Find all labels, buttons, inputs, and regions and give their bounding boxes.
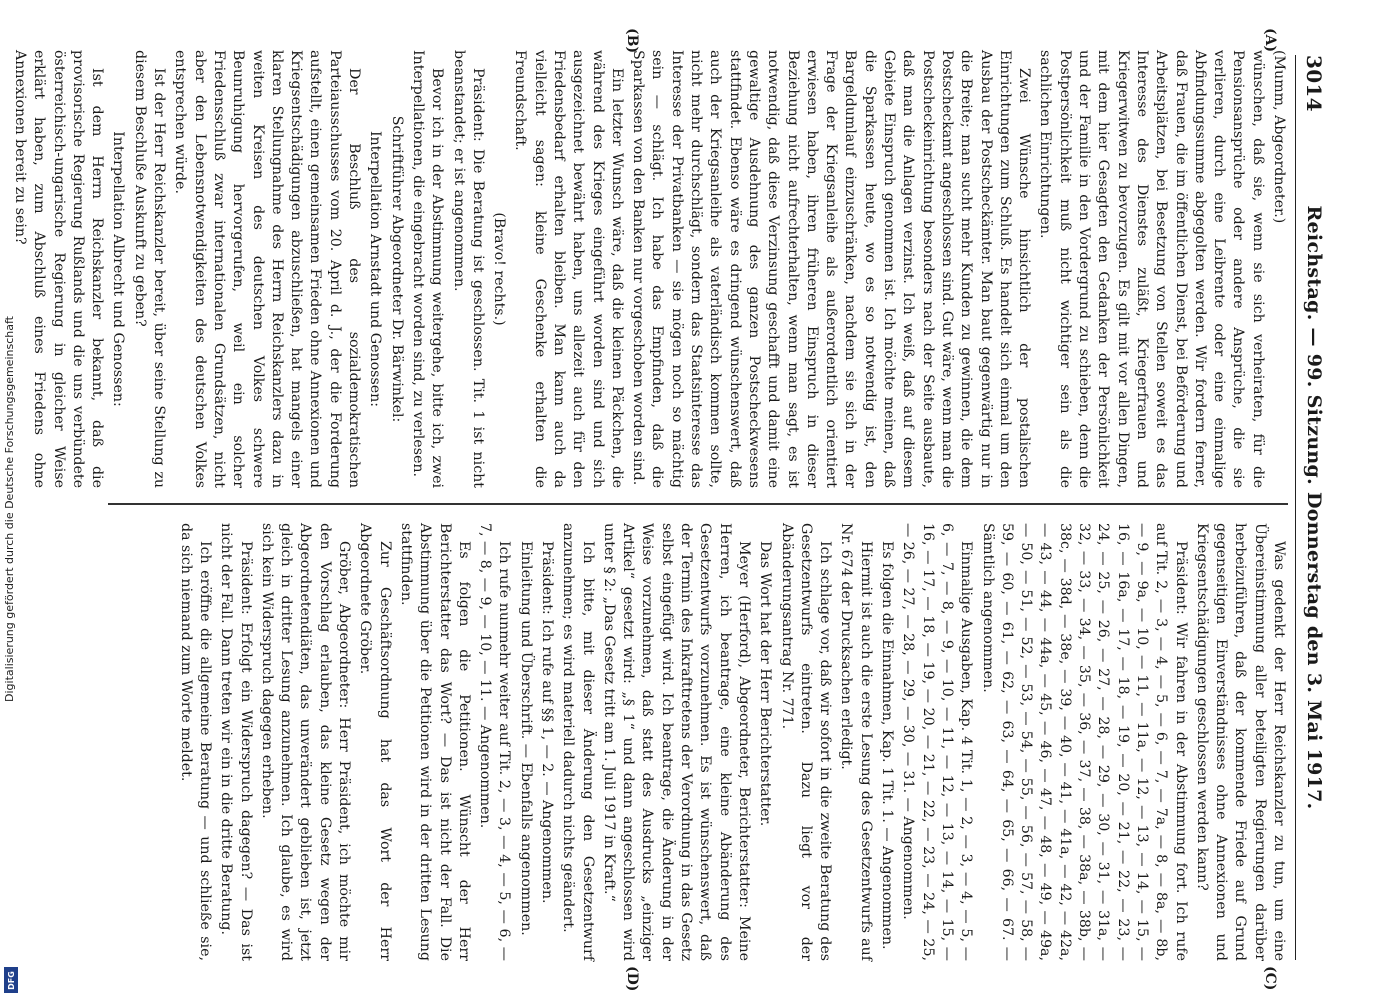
- paragraph: Einmalige Ausgaben, Kap. 4 Tit. 1, — 2, — 3, — 4, — 5, — 6, — 7, — 8, — 9, — 10, — 11, — 12, — 13, — 14, — 15, — 16, — 17, — 18, — 19, — 20, — 21, — 22, — 23, — 24, — 25, — 26, — 27, — 28, — 29, — 30, — 31. — Angenommen.: [900, 523, 975, 961]
- paragraph: Präsident: Wir fahren in der Abstimmung fort. Ich rufe auf Tit. 2, — 3, — 4, — 5, — 6, — 7, — 7a, — 8, — 8a, — 8b, — 9, — 9a, — 10, — 11, — 11a, — 12, — 13, — 14, — 15, — 16, — 16a, — 17, — 18, — 19, — 20, — 21, — 22, — 23, — 24, — 25, — 26, — 27, — 28, — 29, — 30, — 31, — 31a, — 32, — 33, — 34, — 35, — 36, — 37, — 38, — 38a, — 38b, — 38c, — 38d, — 38e, — 39, — 40, — 41, — 41a, — 42, — 42a, — 43, — 44, — 44a, — 45, — 46, — 47, — 48, — 49, — 49a, — 50, — 51, — 52, — 53, — 54, — 55, — 56, — 57, — 58, — 59, — 60, — 61, — 62, — 63, — 64, — 65, — 66, — 67. — Sämtlich angenommen.: [979, 523, 1189, 961]
- margin-letter-b: (B): [624, 28, 640, 54]
- paragraph: Ist dem Herrn Reichskanzler bekannt, daß die provisorische Regierung Rußlands und die uns verbündete österreichisch-ungarische Regierung in gleicher Weise erklärt haben, zum Abschluß eines Friedens ohne Annexionen bereit zu sein?: [12, 50, 106, 488]
- paragraph: Bevor ich in der Abstimmung weitergehe, bitte ich, zwei Interpellationen, die eingebracht worden sind, zu verlesen.: [409, 50, 446, 488]
- paragraph: Einleitung und Überschrift. — Ebenfalls angenommen.: [517, 541, 534, 936]
- paragraph: Gröber, Abgeordneter: Herr Präsident, ich möchte mir den Vorschlag erlauben, das kleine Gesetz wegen der Abgeordnetendiäten, das unverändert geblieben ist, jetzt gleich in dritter Lesung anzunehmen. Ich glaube, es wird sich kein Widerspruch dagegen erheben.: [258, 523, 353, 961]
- paragraph: Präsident: Ich rufe auf §§ 1, — 2. — Angenommen.: [539, 541, 556, 904]
- margin-letter-d: (D): [624, 966, 640, 992]
- column-divider: [108, 503, 1288, 505]
- margin-letter-a: (A): [1262, 28, 1278, 53]
- page-number: 3014: [1302, 55, 1326, 112]
- paragraph: Ist der Herr Reichskanzler bereit, über seine Stellung zu diesem Beschluße Auskunft zu geben?: [131, 50, 168, 488]
- applause-note: (Bravo! rechts.): [491, 212, 508, 326]
- credit-text: Digitalisierung gefördert durch die Deutsche Forschungsgemeinschaft: [3, 316, 16, 702]
- interpellation-heading: Interpellation Albrecht und Genossen:: [110, 131, 127, 407]
- left-text-column: [12, 50, 1288, 488]
- margin-letter-c: (C): [1262, 966, 1278, 991]
- dfg-logo-text: DFG: [6, 970, 16, 990]
- right-text-column: [28, 523, 1288, 961]
- speaker-note: (Mumm, Abgeordneter.): [1271, 50, 1287, 224]
- paragraph: Ein letzter Wunsch wäre, daß die kleinen Päckchen, die während des Krieges eingeführt worden sind und sich ausgezeichnet bewährt haben, uns allezeit auch für den Friedensbedarf erhalten bleiben. Man kann auch da vielleicht sagen: kleine Geschenke erhalten die Freundschaft.: [512, 50, 625, 488]
- paragraph: Es folgen die Einnahmen, Kap. 1 Tit. 1. — Angenommen.: [879, 541, 896, 950]
- page-title: Reichstag. — 99. Sitzung. Donnerstag den 3. Mai 1917.: [1303, 205, 1325, 810]
- paragraph: Präsident: Die Beratung ist geschlossen. Tit. 1 ist nicht beanstandet; er ist angenommen.: [450, 50, 486, 488]
- paragraph: Ich schlage vor, daß wir sofort in die zweite Beratung des Gesetzentwurfs eintreten. Dazu liegt vor der Abänderungsantrag Nr. 771.: [778, 523, 834, 961]
- digitization-credit: [2, 0, 24, 1000]
- paragraph: Der Beschluß des sozialdemokratischen Parteiausschusses vom 20. April d. J., der die Forderung aufstellt, einen gemeinsamen Frieden ohne Annexionen und Kriegsentschädigungen abzuschließen, hat mangels einer klaren Stellungnahme des Herrn Reichskanzlers dazu in weiten Kreisen des deutschen Volkes schwere Beunruhigung hervorgerufen, weil ein solcher Friedensschluß zwar internationalen Grundsätzen, nicht aber den Lebensnotwendigkeiten des deutschen Volkes entsprechen würde.: [172, 50, 363, 488]
- page-header: [1295, 55, 1332, 960]
- paragraph: Was gedenkt der Herr Reichskanzler zu tun, um eine Übereinstimmung aller beteiligten Regierungen darüber herbeizuführen, daß der kommende Friede auf Grund gegenseitigen Einverständnisses ohne Annexionen und Kriegsentschädigungen geschlossen werden kann?: [1193, 523, 1287, 961]
- paragraph: wünschen, daß sie, wenn sie sich verheiraten, für die Pensionsansprüche oder andere Ansprüche, die sie verlieren, durch eine Leibrente oder eine einmalige Abfindungssumme abgegolten werden. Wir fordern ferner, daß Frauen, die im öffentlichen Dienst, bei Beförderung und Arbeitsplätzen, bei Besetzung von Stellen soweit es das Interesse des Dienstes zuläßt, Kriegerfrauen und Kriegerwitwen zu bevorzugen. Es gilt mit vor allen Dingen, mit dem hier Gesagten den Gedanken der Persönlichkeit und der Familie in den Vordergrund zu schieben, denn die Postpersönlichkeit muß nicht wichtiger sein als die sachlichen Einrichtungen.: [1037, 50, 1266, 488]
- paragraph: Ich bitte, mit dieser Änderung den Gesetzentwurf anzunehmen; es wird materiell dadurch nichts geändert.: [560, 523, 596, 961]
- paragraph: Präsident: Erfolgt ein Widerspruch dagegen? — Das ist nicht der Fall. Dann treten wir ein in die dritte Beratung.: [218, 523, 254, 961]
- paragraph: Meyer (Herford), Abgeordneter, Berichterstatter: Meine Herren, ich beantrage, eine kleine Abänderung des Gesetzentwurfs vorzunehmen. Es ist wünschenswert, daß der Termin des Inkrafttretens der Verordnung in das Gesetz selbst eingefügt wird. Ich beantrage, die Änderung in der Weise vorzunehmen, daß statt des Ausdrucks „einziger Artikel“ gesetzt wird: „§ 1“ und dann angeschlossen wird unter § 2: „Das Gesetz tritt am 1. Juli 1917 in Kraft.“: [600, 523, 752, 961]
- paragraph: Zur Geschäftsordnung hat das Wort der Herr Abgeordnete Gröber.: [357, 523, 393, 961]
- paragraph: Das Wort hat der Herr Berichterstatter.: [757, 541, 774, 827]
- paragraph: Ich eröffne die allgemeine Beratung — und schließe sie, da sich niemand zum Worte meldet.: [177, 523, 213, 961]
- interpellation-heading: Interpellation Arnstadt und Genossen:: [367, 130, 384, 408]
- paragraph: Ich rufe nunmehr weiter auf Tit. 2, — 3, — 4, — 5, — 6, — 7, — 8, — 9, — 10, — 11. — Angenommen.: [477, 523, 513, 961]
- paragraph: Hiermit ist auch die erste Lesung des Gesetzentwurfs auf Nr. 674 der Drucksachen erledigt.: [838, 523, 874, 961]
- dfg-logo: [4, 967, 18, 993]
- speaker-heading: Schriftführer Abgeordneter Dr. Bärwinkel:: [388, 115, 405, 423]
- paragraph: Es folgen die Petitionen. Wünscht der Herr Berichterstatter das Wort? — Das ist nicht der Fall. Die Abstimmung über die Petitionen wird in der dritten Lesung stattfinden.: [397, 523, 472, 961]
- paragraph: Zwei Wünsche hinsichtlich der postalischen Einrichtungen zum Schluß. Es handelt sich einmal um den Ausbau der Postscheckämter. Man baut gegenwärtig nur in die Breite; man sucht mehr Kunden zu gewinnen, die dem Postscheckamt angeschlossen sind. Gut wäre, wenn man die Postscheckeinrichtung besonders nach der Seite ausbaute, daß man die Anlagen verzinst. Ich weiß, daß auf diesem Gebiete Einspruch genommen ist. Ich möchte meinen, daß die Sparkassen heute, wo es so notwendig ist, den Bargeldumlauf einzuschränken, nachdem sie sich in der Frage der Kriegsanleihe als außerordentlich orientiert erwiesen haben, ihren früheren Einspruch in dieser Beziehung nicht aufrechterhalten, wenn man sagt, es ist notwendig, daß diese Verzinsung geschafft und damit eine gewaltige Ausdehnung des ganzen Postscheckwesens stattfindet. Ebenso wäre es dringend wünschenswert, daß auch der Kriegsanleihe als vaterländisch kommen sollte, nicht mehr durchschlägt, sondern das Staatsinteresse das Interesse der Privatbanken — sie mögen noch so mächtig sein — schlägt. Ich habe das Empfinden, daß die Sparkassen von den Banken nur vorgeschoben worden sind.: [630, 50, 1033, 488]
